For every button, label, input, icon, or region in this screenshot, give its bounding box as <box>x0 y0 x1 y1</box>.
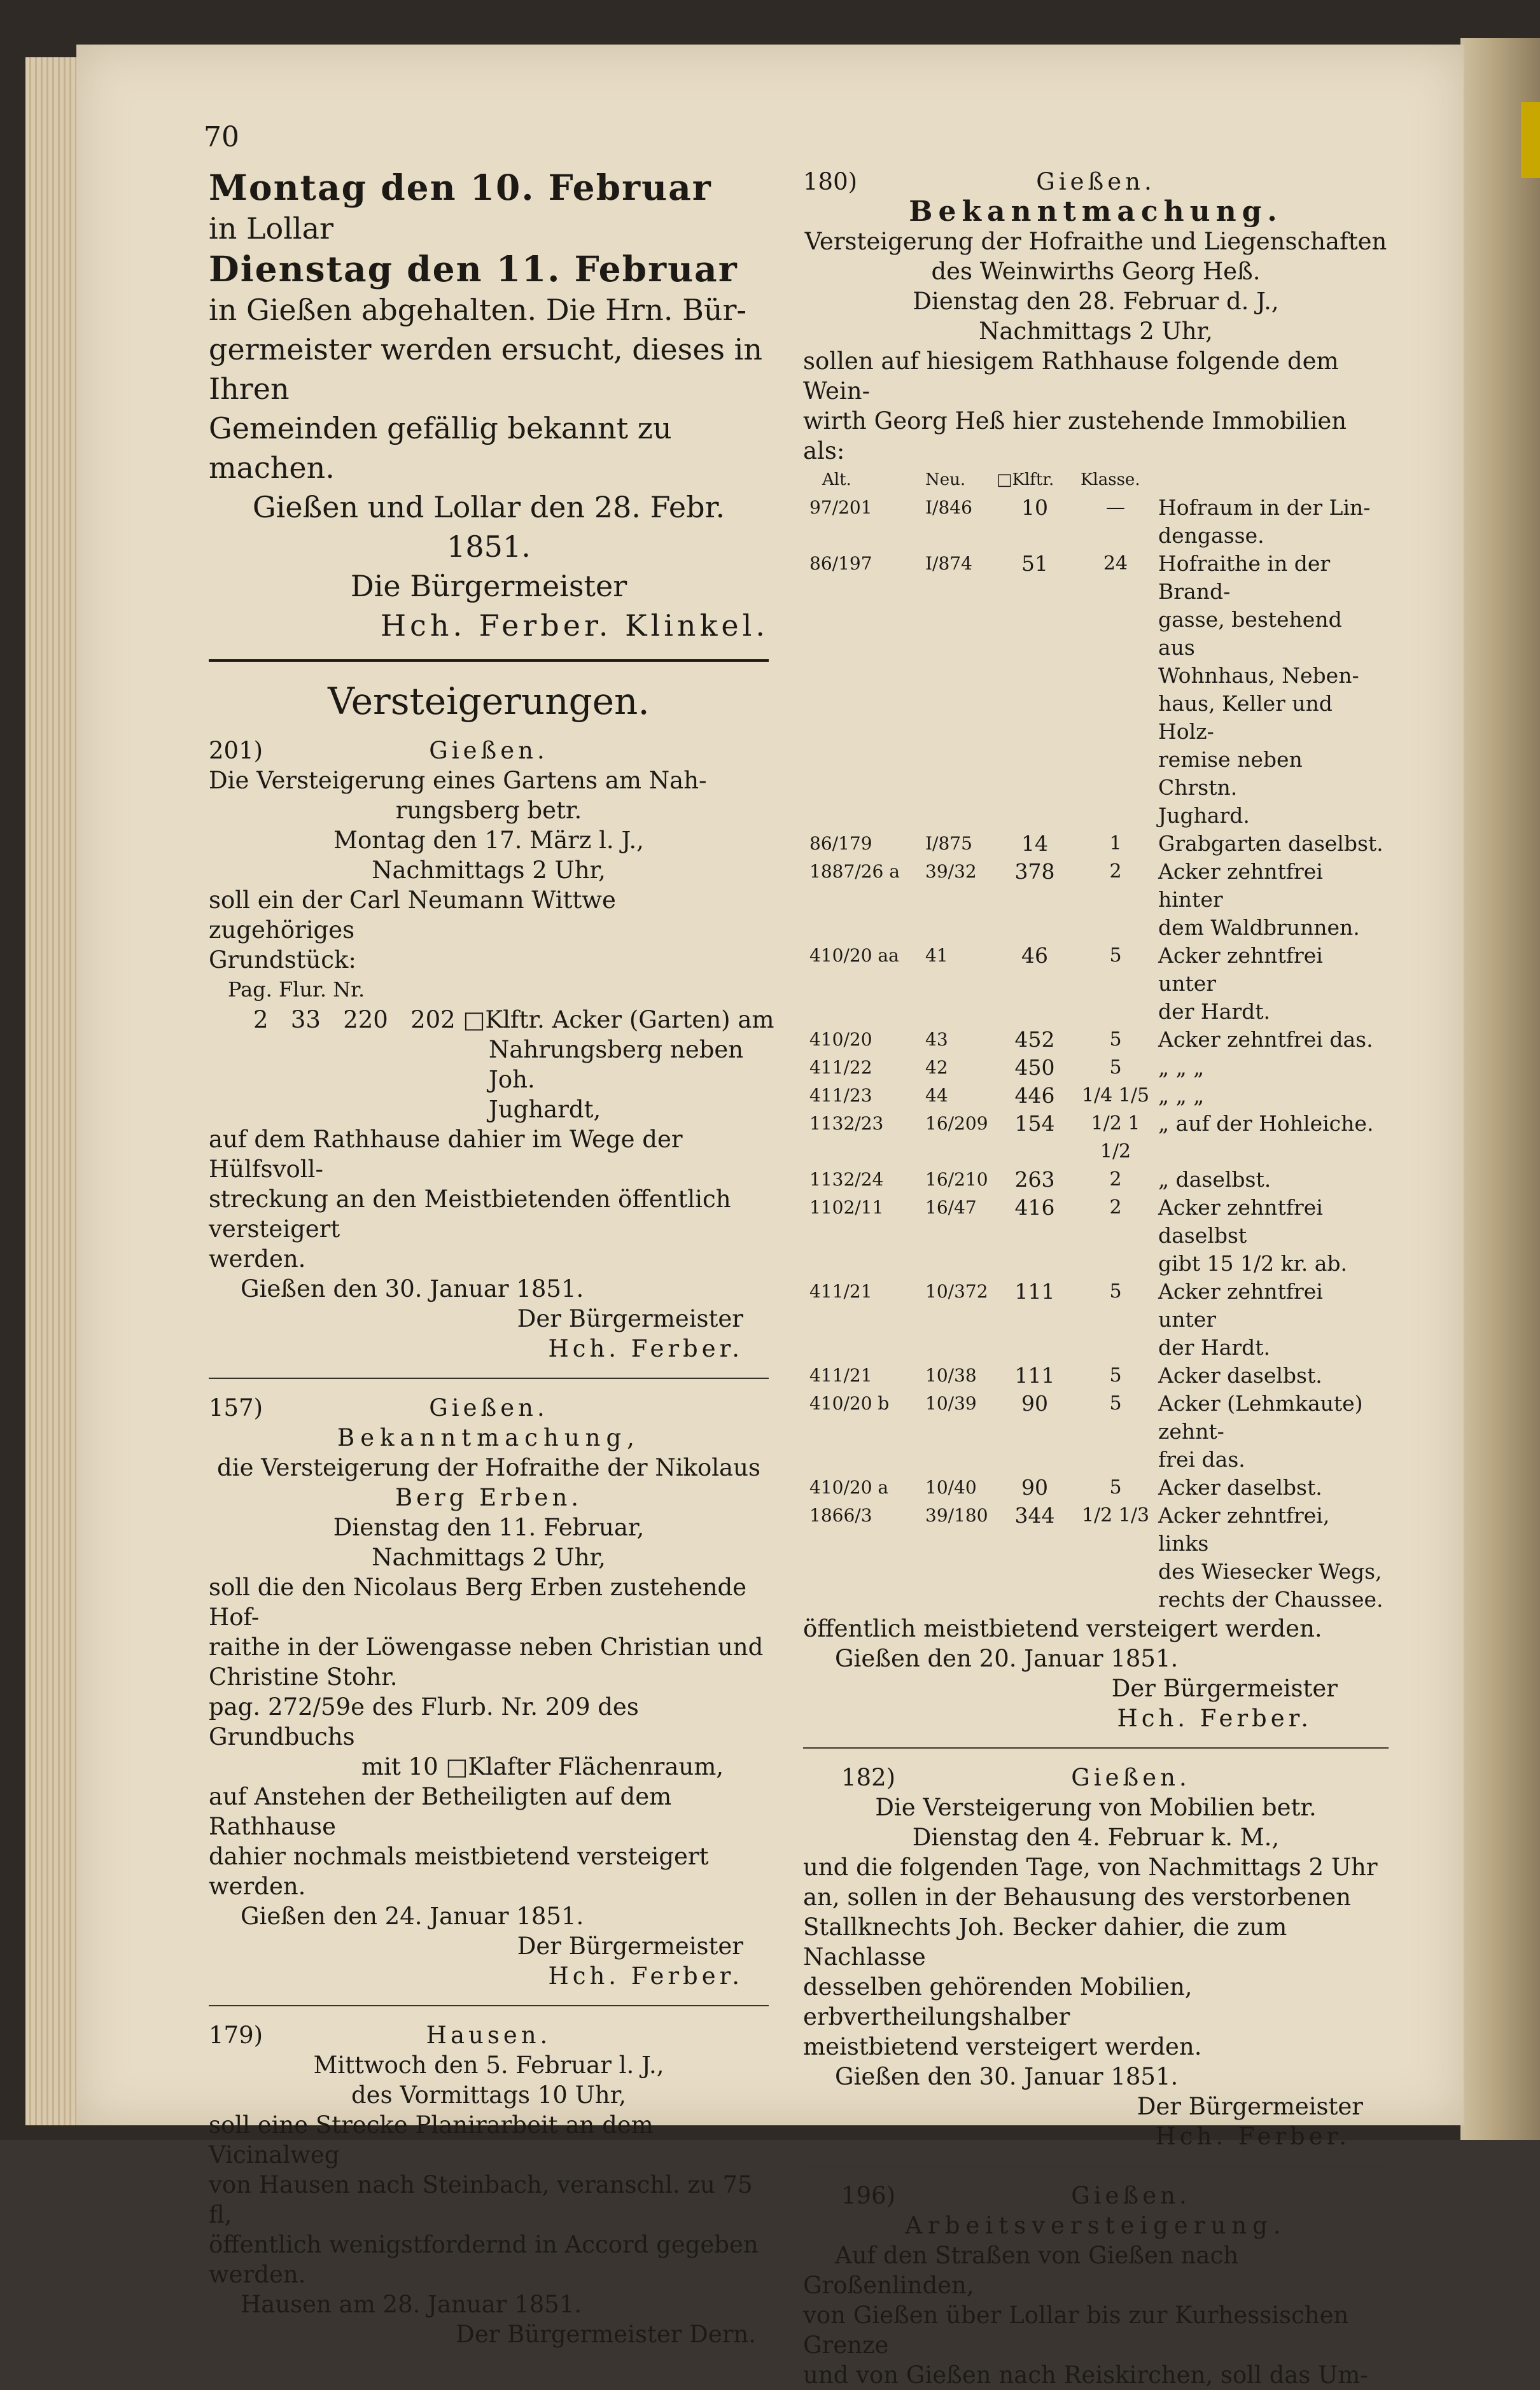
text-line: an, sollen in der Behausung des verstorbenen <box>803 1883 1351 1911</box>
property-cell: 5 <box>1109 1056 1122 1079</box>
property-row <box>803 1362 1389 1390</box>
signature-name: Hch. Ferber. <box>548 1962 743 1990</box>
date-line: Dienstag den 28. Februar d. J., <box>913 288 1279 315</box>
property-cell: 41 <box>925 945 948 966</box>
book-spine-edge <box>1460 38 1540 2140</box>
col-header: □Klftr. <box>997 470 1054 489</box>
property-cell: 450 <box>1014 1055 1055 1080</box>
property-description: Acker (Lehmkaute) zehnt- <box>1158 1391 1363 1444</box>
property-description: des Wiesecker Wegs, <box>1158 1559 1382 1584</box>
property-cell <box>993 1446 1077 1474</box>
text-line: von Gießen über Lollar bis zur Kurhessischen Grenze <box>803 2302 1349 2359</box>
property-cell: 411/23 <box>809 1085 872 1106</box>
property-description: Acker zehntfrei hinter <box>1158 859 1323 912</box>
date-line: Dienstag den 11. Februar, <box>333 1514 645 1541</box>
divider <box>209 2005 769 2006</box>
property-cell <box>993 606 1077 662</box>
notice-182 <box>803 1763 1389 2151</box>
property-cell: 1102/11 <box>809 1197 884 1218</box>
property-description: Acker daselbst. <box>1158 1363 1322 1388</box>
property-cell <box>1077 914 1154 942</box>
property-cell: 1/2 1 1/2 <box>1091 1112 1140 1163</box>
property-cell <box>1077 1446 1154 1474</box>
property-description: Jughard. <box>1158 803 1250 828</box>
signature: Der Bürgermeister Dern. <box>456 2321 756 2348</box>
property-cell: I/875 <box>925 833 972 854</box>
signature-title: Der Bürgermeister <box>517 1305 743 1332</box>
property-description: Hofraum in der Lin- <box>1158 495 1371 520</box>
property-row <box>803 1474 1389 1502</box>
property-cell <box>803 746 921 802</box>
notice-place: Gießen. <box>1036 168 1156 195</box>
property-cell: 1866/3 <box>809 1505 872 1526</box>
property-description: frei das. <box>1158 1447 1245 1472</box>
property-cell: 24 <box>1103 552 1128 575</box>
property-cell: 2 <box>1109 1196 1122 1219</box>
notice-title: Bekanntmachung, <box>337 1424 640 1451</box>
text-line: Stallknechts Joh. Becker dahier, die zum Nachlasse <box>803 1913 1287 1971</box>
property-cell: 16/210 <box>925 1169 988 1190</box>
property-cell <box>993 1334 1077 1362</box>
property-cell <box>921 802 993 830</box>
parcel-row: 2 33 220 202 □Klftr. Acker (Garten) am <box>253 1006 774 1033</box>
property-cell <box>1077 1334 1154 1362</box>
property-cell <box>921 1250 993 1278</box>
property-row <box>803 1390 1389 1446</box>
date-line: Mittwoch den 5. Februar l. J., <box>313 2051 664 2079</box>
text-line: öffentlich wenigstfordernd in Accord gegeben werden. <box>209 2231 759 2288</box>
property-description: Acker zehntfrei daselbst <box>1158 1195 1323 1248</box>
text-line: wirth Georg Heß hier zustehende Immobilien als: <box>803 407 1347 465</box>
notice-signature: Hch. Ferber. Klinkel. <box>380 608 769 643</box>
property-cell: 1 <box>1109 832 1122 855</box>
text-line: und die folgenden Tage, von Nachmittags 2 Uhr <box>803 1854 1378 1881</box>
property-cell: 16/47 <box>925 1197 977 1218</box>
property-cell: 344 <box>1014 1503 1055 1528</box>
property-cell: 2 <box>1109 1168 1122 1191</box>
text-line: Auf den Straßen von Gießen nach Großenlinden, <box>803 2242 1239 2299</box>
property-cell <box>803 802 921 830</box>
property-cell: 14 <box>1021 831 1048 856</box>
right-column <box>803 167 1389 2390</box>
property-row <box>803 914 1389 942</box>
property-row <box>803 494 1389 522</box>
property-cell: 5 <box>1109 1280 1122 1303</box>
property-cell: 1/2 1/3 <box>1081 1504 1150 1527</box>
text-line: Die Versteigerung eines Gartens am Nah- <box>209 767 707 794</box>
text-line: meistbietend versteigert werden. <box>803 2033 1202 2060</box>
signature-name: Hch. Ferber. <box>548 1335 743 1362</box>
notice-line: Montag den 10. Februar <box>209 167 712 208</box>
table-header: Pag. Flur. Nr. <box>228 977 365 1002</box>
property-table-body <box>803 494 1389 1614</box>
property-description: Wohnhaus, Neben- <box>1158 663 1359 688</box>
property-cell: 411/21 <box>809 1365 872 1386</box>
property-description: Acker zehntfrei, links <box>1158 1503 1330 1556</box>
property-cell: 5 <box>1109 1028 1122 1051</box>
property-cell: I/874 <box>925 553 972 574</box>
notice-line: in Gießen abgehalten. Die Hrn. Bür- <box>209 293 747 327</box>
property-cell: 5 <box>1109 1476 1122 1499</box>
signature-name: Hch. Ferber. <box>1117 1705 1312 1732</box>
property-row <box>803 1166 1389 1194</box>
text-line: streckung an den Meistbietenden öffentlich versteigert <box>209 1185 731 1243</box>
property-description: „ „ „ <box>1158 1055 1205 1080</box>
property-description: Acker zehntfrei das. <box>1158 1027 1373 1052</box>
text-line: werden. <box>209 1245 306 1273</box>
property-cell <box>921 1334 993 1362</box>
top-notice <box>209 167 769 645</box>
property-cell <box>993 746 1077 802</box>
section-title: Versteigerungen. <box>328 680 650 723</box>
property-cell: 43 <box>925 1029 948 1050</box>
property-row <box>803 858 1389 914</box>
property-row <box>803 746 1389 802</box>
time-line: Nachmittags 2 Uhr, <box>372 1544 606 1571</box>
text-line: von Hausen nach Steinbach, veranschl. zu 75 fl, <box>209 2171 753 2228</box>
property-cell <box>921 606 993 662</box>
property-cell <box>993 1250 1077 1278</box>
notice-157 <box>209 1393 769 1991</box>
property-cell: 446 <box>1014 1083 1055 1108</box>
property-cell: 90 <box>1021 1391 1048 1416</box>
property-row <box>803 1502 1389 1558</box>
property-cell <box>1077 1558 1154 1586</box>
property-cell: 410/20 <box>809 1029 872 1050</box>
notice-line: Gemeinden gefällig bekannt zu machen. <box>209 411 672 485</box>
property-cell: 97/201 <box>809 497 872 518</box>
divider <box>803 1747 1389 1749</box>
property-row <box>803 1278 1389 1334</box>
property-cell: 410/20 a <box>809 1477 889 1498</box>
text-line: raithe in der Löwengasse neben Christian und <box>209 1633 764 1661</box>
text-line: Versteigerung der Hofraithe und Liegenschaften <box>804 228 1387 255</box>
notice-line: germeister werden ersucht, dieses in Ihren <box>209 332 762 406</box>
notice-place: Gießen. <box>429 737 549 764</box>
property-cell <box>803 522 921 550</box>
property-cell: 452 <box>1014 1027 1055 1052</box>
property-cell <box>993 662 1077 690</box>
notice-number: 180) <box>803 168 858 195</box>
property-cell: I/846 <box>925 497 972 518</box>
property-cell <box>1077 746 1154 802</box>
property-cell <box>1077 690 1154 746</box>
property-description: dem Waldbrunnen. <box>1158 915 1360 940</box>
property-description: rechts der Chaussee. <box>1158 1587 1383 1612</box>
notice-title: Arbeitsversteigerung. <box>905 2212 1287 2239</box>
property-row <box>803 1250 1389 1278</box>
text-line: dahier nochmals meistbietend versteigert werden. <box>209 1843 709 1900</box>
property-cell: 86/179 <box>809 833 872 854</box>
date-line: Montag den 17. März l. J., <box>333 827 644 854</box>
property-cell <box>993 998 1077 1026</box>
property-cell <box>921 522 993 550</box>
yellow-marker-tab <box>1521 102 1540 178</box>
signature-title: Der Bürgermeister <box>1137 2093 1363 2120</box>
property-description: dengasse. <box>1158 523 1264 548</box>
property-cell: 42 <box>925 1057 948 1078</box>
property-cell: 410/20 aa <box>809 945 899 966</box>
date-line: Gießen den 24. Januar 1851. <box>241 1903 584 1930</box>
notice-number: 157) <box>209 1394 263 1422</box>
notice-place: Gießen. <box>1071 1764 1191 1791</box>
property-row <box>803 662 1389 690</box>
notice-number: 201) <box>209 737 263 764</box>
property-cell <box>803 1446 921 1474</box>
notice-number: 196) <box>841 2182 896 2209</box>
col-header: Klasse. <box>1081 470 1140 489</box>
property-cell: 378 <box>1014 859 1055 884</box>
property-cell <box>993 1586 1077 1614</box>
property-cell <box>1077 606 1154 662</box>
text-line: und von Gießen nach Reiskirchen, soll das Um- <box>803 2361 1368 2389</box>
property-cell <box>803 662 921 690</box>
notice-line: in Lollar <box>209 211 334 246</box>
property-cell <box>1077 998 1154 1026</box>
notice-line: Dienstag den 11. Februar <box>209 248 738 290</box>
property-cell: 5 <box>1109 944 1122 967</box>
property-description: der Hardt. <box>1158 999 1271 1024</box>
text-line: mit 10 □Klafter Flächenraum, <box>361 1753 724 1780</box>
property-row <box>803 1334 1389 1362</box>
property-cell: 39/32 <box>925 861 977 882</box>
property-cell <box>803 1586 921 1614</box>
property-cell <box>921 746 993 802</box>
notice-number: 179) <box>209 2022 263 2049</box>
property-cell <box>921 1586 993 1614</box>
property-cell: 416 <box>1014 1195 1055 1220</box>
property-row <box>803 1586 1389 1614</box>
date-line: Gießen den 30. Januar 1851. <box>835 2063 1179 2090</box>
property-row <box>803 1110 1389 1166</box>
property-row <box>803 830 1389 858</box>
divider <box>209 1378 769 1379</box>
property-cell: 39/180 <box>925 1505 988 1526</box>
property-cell <box>1077 802 1154 830</box>
property-description: Acker daselbst. <box>1158 1475 1322 1500</box>
text-line: rungsberg betr. <box>395 797 582 824</box>
time-line: Nachmittags 2 Uhr, <box>979 318 1213 345</box>
property-row <box>803 1446 1389 1474</box>
notice-line: Die Bürgermeister <box>350 569 627 603</box>
property-cell: 1/4 1/5 <box>1081 1084 1150 1107</box>
property-cell <box>1077 522 1154 550</box>
property-cell: 411/22 <box>809 1057 872 1078</box>
text-line: pag. 272/59e des Flurb. Nr. 209 des Grundbuchs <box>209 1693 639 1751</box>
notice-place: Gießen. <box>1071 2182 1191 2209</box>
notice-title: Die Versteigerung von Mobilien betr. <box>875 1794 1317 1821</box>
property-cell: 10/38 <box>925 1365 977 1386</box>
property-description: haus, Keller und Holz- <box>1158 691 1333 744</box>
notice-201 <box>209 736 774 1364</box>
property-cell <box>921 662 993 690</box>
notice-180 <box>803 167 1389 1733</box>
property-cell: 111 <box>1014 1279 1055 1304</box>
property-cell: 16/209 <box>925 1113 988 1134</box>
property-cell: 1132/24 <box>809 1169 884 1190</box>
property-description: Hofraithe in der Brand- <box>1158 551 1331 604</box>
property-cell: 5 <box>1109 1364 1122 1387</box>
text-line: öffentlich meistbietend versteigert werden. <box>803 1615 1322 1642</box>
property-cell: 111 <box>1014 1363 1055 1388</box>
property-cell <box>993 914 1077 942</box>
text-line: desselben gehörenden Mobilien, erbvertheilungshalber <box>803 1973 1193 2030</box>
property-cell: 5 <box>1109 1392 1122 1415</box>
property-description: Acker zehntfrei unter <box>1158 1279 1323 1332</box>
property-description: gasse, bestehend aus <box>1158 607 1342 660</box>
property-cell: 10 <box>1021 495 1048 520</box>
property-cell <box>993 522 1077 550</box>
property-row <box>803 550 1389 606</box>
col-header: Neu. <box>925 470 966 489</box>
parcel-row: Nahrungsberg neben Joh. <box>489 1036 744 1093</box>
text-line: Berg Erben. <box>395 1484 583 1511</box>
property-row <box>803 1194 1389 1250</box>
property-cell <box>803 1558 921 1586</box>
property-row <box>803 1558 1389 1586</box>
property-description: „ auf der Hohleiche. <box>1158 1111 1374 1136</box>
divider <box>209 659 769 662</box>
signature-title: Der Bürgermeister <box>517 1932 743 1960</box>
property-cell <box>921 1446 993 1474</box>
property-cell: 10/39 <box>925 1393 977 1414</box>
property-description: „ daselbst. <box>1158 1167 1271 1192</box>
notice-179 <box>209 2020 769 2349</box>
text-line: sollen auf hiesigem Rathhause folgende dem Wein- <box>803 347 1339 405</box>
text-line: soll die den Nicolaus Berg Erben zustehende Hof- <box>209 1574 747 1631</box>
notice-line: Gießen und Lollar den 28. Febr. 1851. <box>252 490 725 564</box>
property-cell: 263 <box>1014 1167 1055 1192</box>
text-line: auf dem Rathhause dahier im Wege der Hülfsvoll- <box>209 1126 683 1183</box>
property-row <box>803 802 1389 830</box>
notice-place: Gießen. <box>429 1394 549 1422</box>
page-number: 70 <box>204 121 239 153</box>
date-line: Gießen den 20. Januar 1851. <box>835 1645 1179 1672</box>
property-row <box>803 1026 1389 1054</box>
property-description: der Hardt. <box>1158 1335 1271 1360</box>
property-row <box>803 690 1389 746</box>
property-table-header <box>803 466 1389 494</box>
notice-place: Hausen. <box>426 2022 552 2049</box>
property-cell <box>803 606 921 662</box>
property-row <box>803 522 1389 550</box>
property-cell: 411/21 <box>809 1281 872 1302</box>
time-line: des Vormittags 10 Uhr, <box>351 2081 626 2109</box>
property-cell: 46 <box>1021 943 1048 968</box>
property-cell <box>803 1334 921 1362</box>
date-line: Dienstag den 4. Februar k. M., <box>912 1824 1280 1851</box>
property-row <box>803 1054 1389 1082</box>
property-cell <box>1077 1250 1154 1278</box>
text-line: des Weinwirths Georg Heß. <box>931 258 1261 285</box>
property-cell: 154 <box>1014 1111 1055 1136</box>
property-cell: 10/372 <box>925 1281 988 1302</box>
property-row <box>803 998 1389 1026</box>
text-line: Grundstück: <box>209 946 356 974</box>
property-cell <box>803 914 921 942</box>
text-line: Christine Stohr. <box>209 1663 398 1691</box>
property-row <box>803 1082 1389 1110</box>
property-cell: 90 <box>1021 1475 1048 1500</box>
property-cell <box>921 690 993 746</box>
property-cell: — <box>1106 496 1125 519</box>
text-line: soll ein der Carl Neumann Wittwe zugehöriges <box>209 886 616 944</box>
property-cell: 410/20 b <box>809 1393 890 1414</box>
property-description: „ „ „ <box>1158 1083 1205 1108</box>
date-line: Gießen den 30. Januar 1851. <box>241 1275 584 1303</box>
property-cell <box>993 1558 1077 1586</box>
text-line: auf Anstehen der Betheiligten auf dem Rathhause <box>209 1783 672 1840</box>
property-cell: 44 <box>925 1085 948 1106</box>
property-cell: 10/40 <box>925 1477 977 1498</box>
property-cell <box>993 690 1077 746</box>
property-cell: 2 <box>1109 860 1122 883</box>
col-header: Alt. <box>822 470 851 489</box>
property-cell: 1887/26 a <box>809 861 900 882</box>
property-description: remise neben Chrstn. <box>1158 747 1303 800</box>
property-cell: 1132/23 <box>809 1113 884 1134</box>
property-row <box>803 606 1389 662</box>
property-cell: 86/197 <box>809 553 872 574</box>
signature-title: Der Bürgermeister <box>1111 1675 1338 1702</box>
notice-196 <box>803 2181 1389 2390</box>
property-cell <box>1077 1586 1154 1614</box>
property-cell <box>803 998 921 1026</box>
signature-name: Hch. Ferber. <box>1155 2123 1350 2150</box>
property-cell <box>993 802 1077 830</box>
property-cell <box>921 914 993 942</box>
property-cell: 51 <box>1021 551 1048 576</box>
property-description: Grabgarten daselbst. <box>1158 831 1383 856</box>
property-row <box>803 942 1389 998</box>
property-cell <box>803 690 921 746</box>
text-line: soll eine Strecke Planirarbeit an dem Vicinalweg <box>209 2111 654 2169</box>
notice-title: Bekanntmachung. <box>909 195 1283 228</box>
time-line: Nachmittags 2 Uhr, <box>372 856 606 884</box>
text-line: die Versteigerung der Hofraithe der Nikolaus <box>217 1454 760 1481</box>
divider <box>803 2165 1389 2167</box>
property-cell <box>921 1558 993 1586</box>
notice-number: 182) <box>841 1764 896 1791</box>
property-cell <box>803 1250 921 1278</box>
parcel-row: Jughardt, <box>489 1096 601 1123</box>
property-description: gibt 15 1/2 kr. ab. <box>1158 1251 1348 1276</box>
property-cell <box>921 998 993 1026</box>
date-line: Hausen am 28. Januar 1851. <box>241 2291 582 2318</box>
property-cell <box>1077 662 1154 690</box>
property-table <box>803 466 1389 1614</box>
property-description: Acker zehntfrei unter <box>1158 943 1323 996</box>
left-column <box>209 167 774 2349</box>
